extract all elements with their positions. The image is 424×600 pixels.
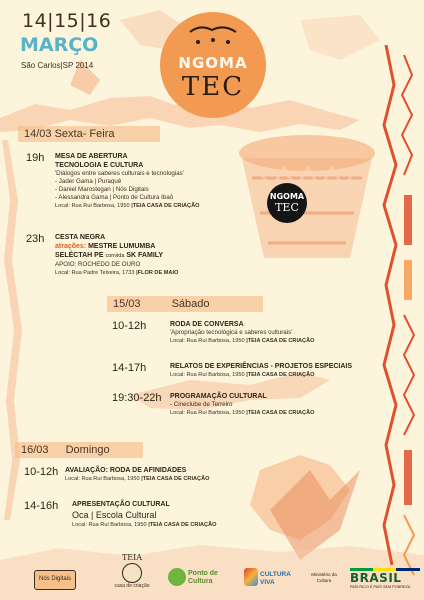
day1-event1-location — [55, 202, 295, 210]
ngoma-small-line1: NGOMA — [269, 192, 305, 201]
day3-event2-location — [72, 521, 292, 529]
day3-event2-line: Oca | Escola Cultural — [72, 510, 157, 520]
day3-event2-time: 14-16h — [24, 500, 59, 512]
location-address: Local: Rua Padre Teixeira, 1733 — [55, 270, 135, 276]
day2-event3-line: - Cineclube de Terreiro — [170, 401, 233, 408]
day2-event2-title: RELATOS DE EXPERIÊNCIAS - PROJETOS ESPECIAIS — [170, 363, 353, 370]
day3-event1-time: 10-12h — [24, 466, 59, 478]
day1-event2-attractions — [55, 242, 295, 251]
teia-subtitle: casa de criação — [114, 583, 150, 589]
day1-event2-line2 — [55, 251, 295, 261]
day3-event2-title: APRESENTAÇÃO CULTURAL — [72, 501, 170, 508]
day1-event1-line: - Alessandra Gama | Ponto de Cultura Ibaô — [55, 194, 174, 201]
day1-event2 — [55, 233, 295, 277]
teia-logo — [114, 553, 150, 589]
day1-event2-support: APOIO: ROCHEDO DE OURO — [55, 261, 141, 268]
convida: convida — [105, 253, 125, 259]
location-address: Local: Rua Rui Barbosa, 1950 — [65, 476, 140, 482]
ngoma-title: NGOMA — [178, 54, 248, 72]
footer-logos — [0, 553, 424, 600]
location-place: |TEIA CASA DE CRIAÇÃO — [246, 338, 315, 344]
ponto-de-cultura-text: Ponto de Cultura — [188, 570, 218, 585]
day3-event2 — [72, 500, 292, 529]
day2-event2-location — [170, 371, 380, 379]
ponto-de-cultura-logo — [168, 566, 238, 588]
ministerio-cultura-logo: Ministério da Cultura — [311, 572, 337, 583]
attractions-value: MESTRE LUMUMBA — [88, 243, 156, 250]
day-3-date: 16/03 — [21, 444, 49, 456]
day2-event1-location — [170, 337, 380, 345]
location-place: |TEIA CASA DE CRIAÇÃO — [131, 203, 200, 209]
location-address: Local: Rua Rui Barbosa, 1950 — [170, 338, 245, 344]
selectah: SELÉCTAH PE — [55, 252, 104, 259]
day1-event1-title1: MESA DE ABERTURA — [55, 153, 128, 160]
day3-event1-location — [65, 475, 285, 483]
day3-event1-title: AVALIAÇÃO: RODA DE AFINIDADES — [65, 467, 187, 474]
day1-event2-time: 23h — [26, 233, 45, 245]
day2-event2-time: 14-17h — [112, 362, 147, 374]
attractions-label: atrações: — [55, 243, 87, 250]
cultura-viva-logo — [244, 566, 302, 588]
ponto-de-cultura-icon — [168, 568, 186, 586]
teia-title: TEIA — [121, 553, 143, 562]
day-1-label: 14/03 Sexta- Feira — [18, 126, 160, 142]
teia-web-icon — [122, 563, 142, 583]
brasil-slogan: PAÍS RICO É PAÍS SEM POBREZA — [350, 585, 411, 589]
day-3-weekday: Domingo — [65, 444, 110, 456]
location-address: Local: Rua Rui Barbosa, 1950 — [55, 203, 130, 209]
brasil-government-logo — [350, 568, 420, 594]
day2-event3 — [170, 392, 380, 417]
location-place: |TEIA CASA DE CRIAÇÃO — [141, 476, 210, 482]
cultura-viva-icon — [244, 568, 258, 586]
day2-event1-time: 10-12h — [112, 320, 147, 332]
day2-event1 — [170, 320, 380, 345]
day-3-label — [15, 442, 143, 458]
day-2-date: 15/03 — [113, 298, 141, 310]
tec-title: TEC — [181, 72, 245, 102]
event-city-year: São Carlos|SP 2014 — [21, 61, 94, 70]
day1-event1-line: - Daniel Marostegan | Nós Digitais — [55, 186, 149, 193]
location-place: |TEIA CASA DE CRIAÇÃO — [148, 522, 217, 528]
day2-event1-line: 'Apropriação tecnológica e saberes culturais' — [170, 329, 293, 336]
day2-event3-time: 19:30-22h — [112, 392, 162, 404]
day2-event2 — [170, 362, 380, 379]
event-dates: 14|15|16 — [22, 10, 112, 32]
day-2-weekday: Sábado — [171, 298, 210, 310]
day1-event1-line: - Jader Gama | Puraquê — [55, 178, 122, 185]
ngoma-small-line2: TEC — [275, 201, 299, 214]
brasil-text: BRASIL — [350, 571, 402, 585]
location-place: |TEIA CASA DE CRIAÇÃO — [246, 372, 315, 378]
day2-event3-title: PROGRAMAÇÃO CULTURAL — [170, 393, 267, 400]
location-address: Local: Rua Rui Barbosa, 1950 — [170, 410, 245, 416]
event-month: MARÇO — [20, 34, 99, 56]
day1-event2-title: CESTA NEGRA — [55, 234, 106, 241]
day1-event1-line: 'Diálogos entre saberes culturais e tecnologias' — [55, 170, 184, 177]
location-place: |TEIA CASA DE CRIAÇÃO — [246, 410, 315, 416]
day1-event1-time: 19h — [26, 152, 45, 164]
day2-event1-title: RODA DE CONVERSA — [170, 321, 244, 328]
nos-digitais-logo — [34, 570, 76, 590]
location-address: Local: Rua Rui Barbosa, 1950 — [72, 522, 147, 528]
sk-family: SK FAMILY — [126, 252, 164, 259]
nos-digitais-text: Nós Digitais — [38, 576, 71, 582]
day1-event1 — [55, 152, 295, 210]
day2-event3-location — [170, 409, 380, 417]
location-place: |FLOR DE MAIO — [136, 270, 179, 276]
location-address: Local: Rua Rui Barbosa, 1950 — [170, 372, 245, 378]
day1-event2-location — [55, 269, 295, 277]
ngoma-tec-logo — [160, 12, 266, 118]
day3-event1 — [65, 466, 285, 483]
cultura-viva-text: CULTURA VIVA — [260, 571, 291, 586]
day-2-label — [107, 296, 263, 312]
day1-event1-title2: TECNOLOGIA E CULTURA — [55, 162, 144, 169]
right-stripes — [382, 45, 422, 585]
